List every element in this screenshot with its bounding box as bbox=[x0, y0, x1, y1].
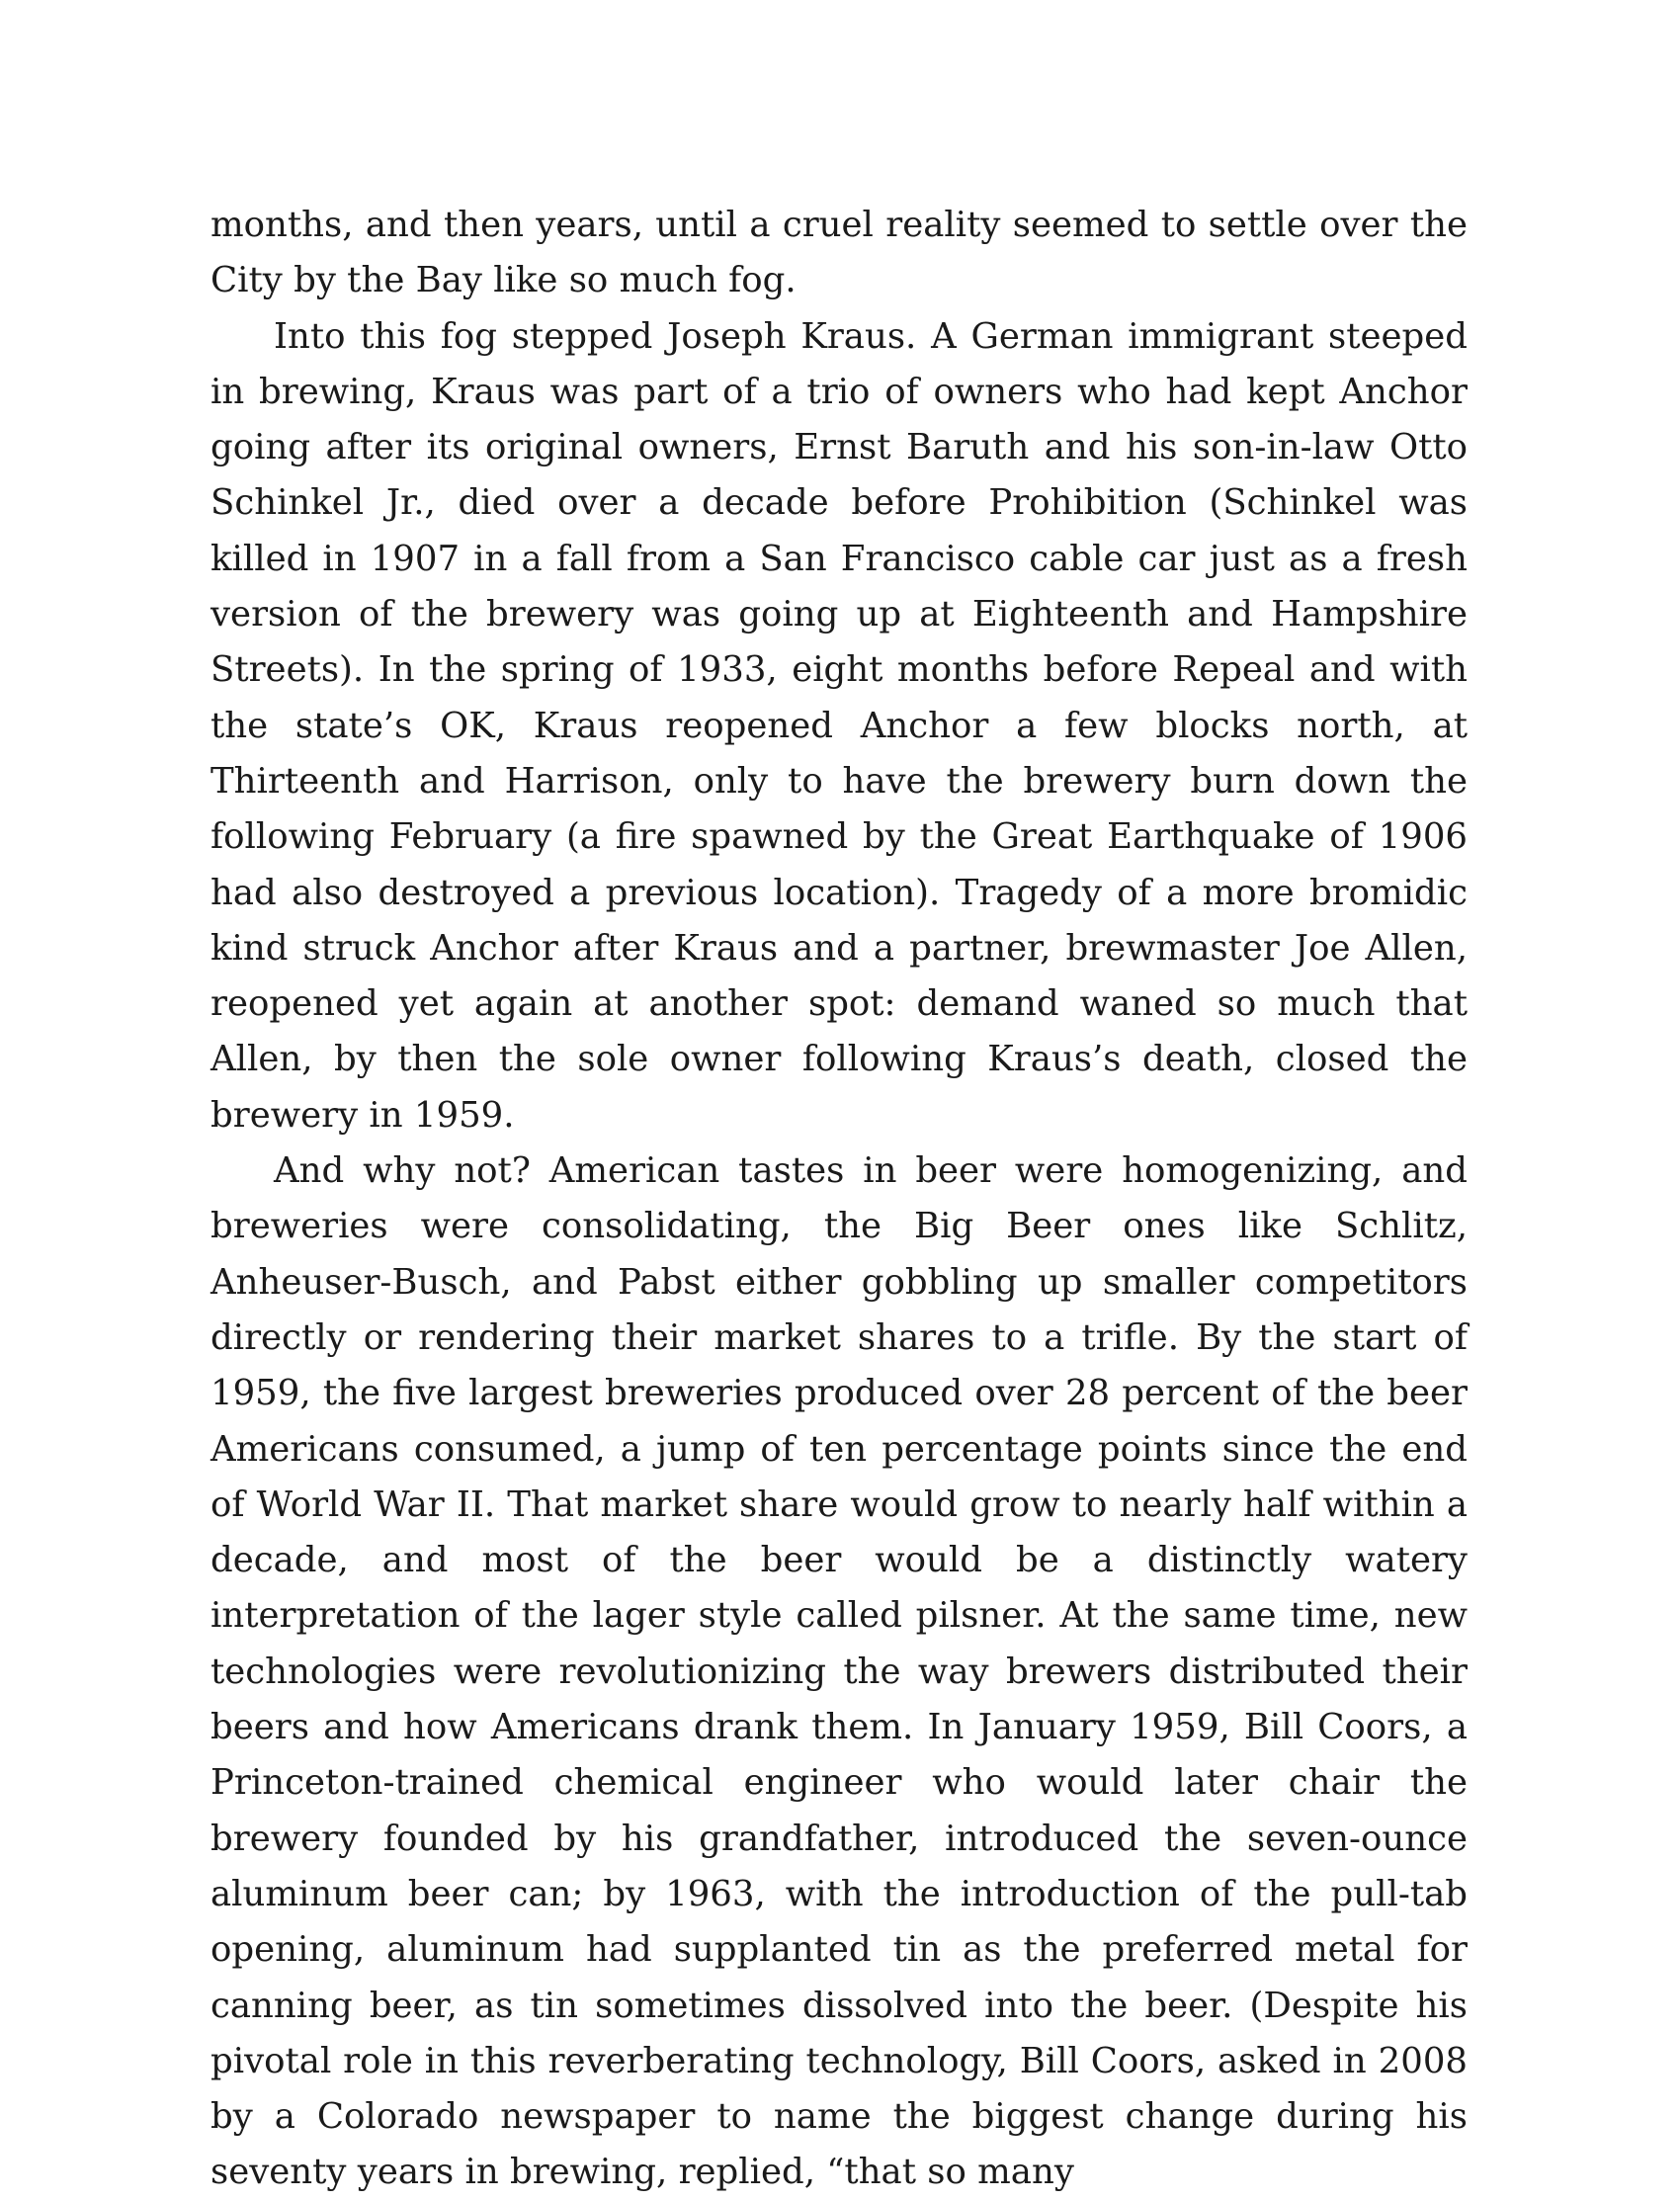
body-text bbox=[210, 198, 1468, 2201]
paragraph-continuation: months, and then years, until a cruel reality seemed to settle over the City by the Bay like so much fog. bbox=[210, 205, 1468, 301]
paragraph-american-tastes: And why not? American tastes in beer were homogenizing, and breweries were consolidating, the Big Beer ones like Schlitz, Anheuser-Busch, and Pabst either gobbling up smaller competitors directly or rendering their market shares to a trifle. By the start of 1959, the five largest breweries produced over 28 percent of the beer Americans consumed, a jump of ten percentage points since the end of World War II. That market share would grow to nearly half within a decade, and most of the beer would be a distinctly watery interpretation of the lager style called pilsner. At the same time, new technologies were revolutionizing the way brewers distributed their beers and how Americans drank them. In January 1959, Bill Coors, a Princeton-trained chemical engineer who would later chair the brewery founded by his grandfather, introduced the seven-ounce aluminum beer can; by 1963, with the introduction of the pull-tab opening, aluminum had supplanted tin as the preferred metal for canning beer, as tin sometimes dissolved into the beer. (Despite his pivotal role in this reverberating technology, Bill Coors, asked in 2008 by a Colorado newspaper to name the biggest change during his seventy years in brewing, replied, “that so many bbox=[210, 1150, 1468, 2193]
paragraph-joseph-kraus: Into this fog stepped Joseph Kraus. A German immigrant steeped in brewing, Kraus was part of a trio of owners who had kept Anchor going after its original owners, Ernst Baruth and his son-in-law Otto Schinkel Jr., died over a decade before Prohibition (Schinkel was killed in 1907 in a fall from a San Francisco cable car just as a fresh version of the brewery was going up at Eighteenth and Hampshire Streets). In the spring of 1933, eight months before Repeal and with the state’s OK, Kraus reopened Anchor a few blocks north, at Thirteenth and Harrison, only to have the brewery burn down the following February (a fire spawned by the Great Earthquake of 1906 had also destroyed a previous location). Tragedy of a more bromidic kind struck Anchor after Kraus and a partner, brewmaster Joe Allen, reopened yet again at another spot: demand waned so much that Allen, by then the sole owner following Kraus’s death, closed the brewery in 1959. bbox=[210, 315, 1468, 1136]
